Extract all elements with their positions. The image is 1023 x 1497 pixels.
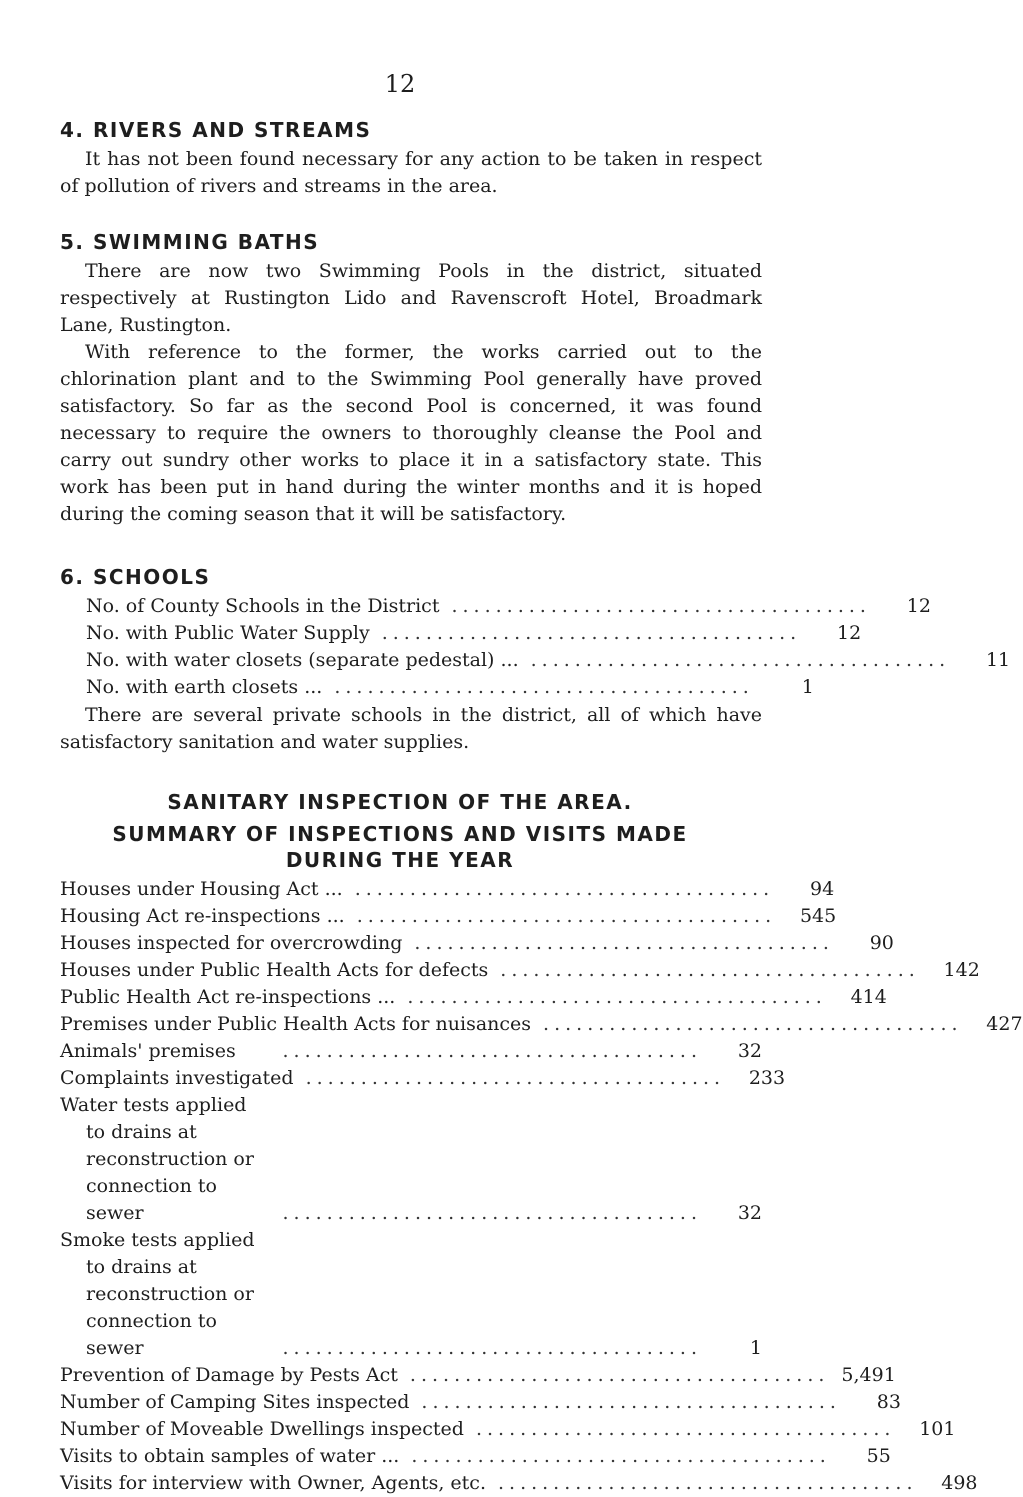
leader-dots: ...................................... [409, 1364, 830, 1386]
inspection-row-label: Prevention of Damage by Pests Act [60, 1364, 398, 1386]
schools-paragraph: There are several private schools in the district, all of which have satisfactory sanitation and water supplies. [60, 704, 762, 753]
leader-dots: ...................................... [451, 595, 871, 617]
schools-row [86, 593, 931, 620]
page-number: 12 [384, 70, 416, 98]
leader-dots: ...................................... [305, 1067, 726, 1089]
rivers-paragraph: It has not been found necessary for any action to be taken in respect of pollution of rivers and streams in the area. [60, 148, 762, 197]
inspection-row [60, 1038, 762, 1065]
inspection-row [60, 903, 837, 930]
schools-row-value: 12 [837, 622, 862, 644]
inspection-row-label: Houses under Housing Act ... [60, 878, 343, 900]
inspection-list [60, 876, 1023, 1497]
inspection-row [60, 957, 980, 984]
inspection-row [60, 1389, 901, 1416]
schools-row-label: No. of County Schools in the District [86, 595, 440, 617]
inspection-row [60, 1065, 786, 1092]
inspection-row-value: 414 [850, 986, 887, 1008]
schools-row-value: 11 [985, 649, 1011, 671]
inspection-row-label: Number of Moveable Dwellings inspected [60, 1418, 464, 1440]
swimming-heading: 5. SWIMMING BATHS [60, 230, 320, 254]
inspection-row-value: 94 [810, 878, 835, 900]
inspection-row-label: Animals' premises [60, 1040, 236, 1062]
leader-dots: ...................................... [407, 986, 827, 1008]
leader-dots: ...................................... [500, 959, 920, 981]
inspection-row-label: Visits to obtain samples of water ... [60, 1445, 400, 1467]
inspection-row-value: 32 [737, 1040, 762, 1062]
inspection-row [60, 876, 835, 903]
inspection-row-label: Visits for interview with Owner, Agents, etc. [60, 1472, 486, 1494]
inspection-subtitle-2: DURING THE YEAR [285, 848, 515, 872]
inspection-row-value: 32 [737, 1202, 762, 1224]
inspection-row-label: Water tests applied to drains at reconstruction or connection to sewer [60, 1094, 254, 1224]
schools-row-label: No. with earth closets ... [86, 676, 323, 698]
inspection-row-value: 545 [799, 905, 837, 927]
schools-row [86, 647, 1011, 674]
inspection-row-value: 55 [866, 1445, 891, 1467]
inspection-row [60, 1092, 762, 1227]
leader-dots: ...................................... [282, 1040, 702, 1062]
leader-dots: ...................................... [411, 1445, 831, 1467]
inspection-row-label: Premises under Public Health Acts for nuisances [60, 1013, 532, 1035]
leader-dots: ...................................... [475, 1418, 896, 1440]
inspection-row [60, 1227, 762, 1362]
inspection-row-value: 233 [748, 1067, 786, 1089]
schools-row-label: No. with water closets (separate pedestal) ... [86, 649, 519, 671]
schools-row [86, 674, 814, 701]
inspection-row-label: Housing Act re-inspections ... [60, 905, 345, 927]
leader-dots: ...................................... [356, 905, 777, 927]
inspection-row-value: 5,491 [841, 1364, 896, 1386]
inspection-row-label: Houses inspected for overcrowding [60, 932, 403, 954]
schools-row-value: 12 [906, 595, 931, 617]
inspection-row-label: Public Health Act re-inspections ... [60, 986, 396, 1008]
inspection-row-label: Houses under Public Health Acts for defects [60, 959, 489, 981]
schools-heading: 6. SCHOOLS [60, 565, 211, 589]
leader-dots: ...................................... [282, 1337, 702, 1359]
leader-dots: ...................................... [497, 1472, 918, 1494]
inspection-row [60, 1011, 1023, 1038]
schools-row-value: 1 [801, 676, 814, 698]
inspection-row-label: Complaints investigated [60, 1067, 294, 1089]
inspection-row [60, 1362, 896, 1389]
leader-dots: ...................................... [334, 676, 754, 698]
inspection-row [60, 1470, 978, 1497]
inspection-row-value: 498 [941, 1472, 978, 1494]
swimming-paragraph-1: There are now two Swimming Pools in the district, situated respectively at Rustington Lido and Ravenscroft Hotel, Broadmark Lane, Rustington. [60, 260, 762, 336]
leader-dots: ...................................... [381, 622, 802, 644]
rivers-heading: 4. RIVERS AND STREAMS [60, 118, 372, 142]
leader-dots: ...................................... [421, 1391, 841, 1413]
inspection-title: SANITARY INSPECTION OF THE AREA. [167, 790, 633, 814]
inspection-row [60, 1443, 891, 1470]
leader-dots: ...................................... [414, 932, 834, 954]
inspection-row-value: 90 [869, 932, 894, 954]
inspection-row-value: 427 [986, 1013, 1023, 1035]
swimming-paragraph-2: With reference to the former, the works carried out to the chlorination plant and to the Swimming Pool generally have proved satisfactory. So far as the second Pool is concerned, it was found necessary to require the owners to thoroughly cleanse the Pool and carry out sundry other works to place it in a satisfactory state. This work has been put in hand during the winter months and it is hoped during the coming season that it will be satisfactory. [60, 341, 762, 525]
inspection-row [60, 1416, 956, 1443]
inspection-row [60, 930, 894, 957]
leader-dots: ...................................... [530, 649, 951, 671]
schools-row-label: No. with Public Water Supply [86, 622, 370, 644]
inspection-row [60, 984, 887, 1011]
inspection-row-value: 142 [943, 959, 980, 981]
leader-dots: ...................................... [354, 878, 775, 900]
schools-list [86, 593, 1011, 701]
inspection-row-value: 83 [876, 1391, 901, 1413]
leader-dots: ...................................... [282, 1202, 702, 1224]
inspection-row-label: Smoke tests applied to drains at reconstruction or connection to sewer [60, 1229, 255, 1359]
inspection-row-label: Number of Camping Sites inspected [60, 1391, 410, 1413]
inspection-subtitle-1: SUMMARY OF INSPECTIONS AND VISITS MADE [112, 822, 688, 846]
inspection-row-value: 1 [749, 1337, 762, 1359]
leader-dots: ...................................... [543, 1013, 963, 1035]
inspection-row-value: 101 [919, 1418, 956, 1440]
schools-row [86, 620, 862, 647]
